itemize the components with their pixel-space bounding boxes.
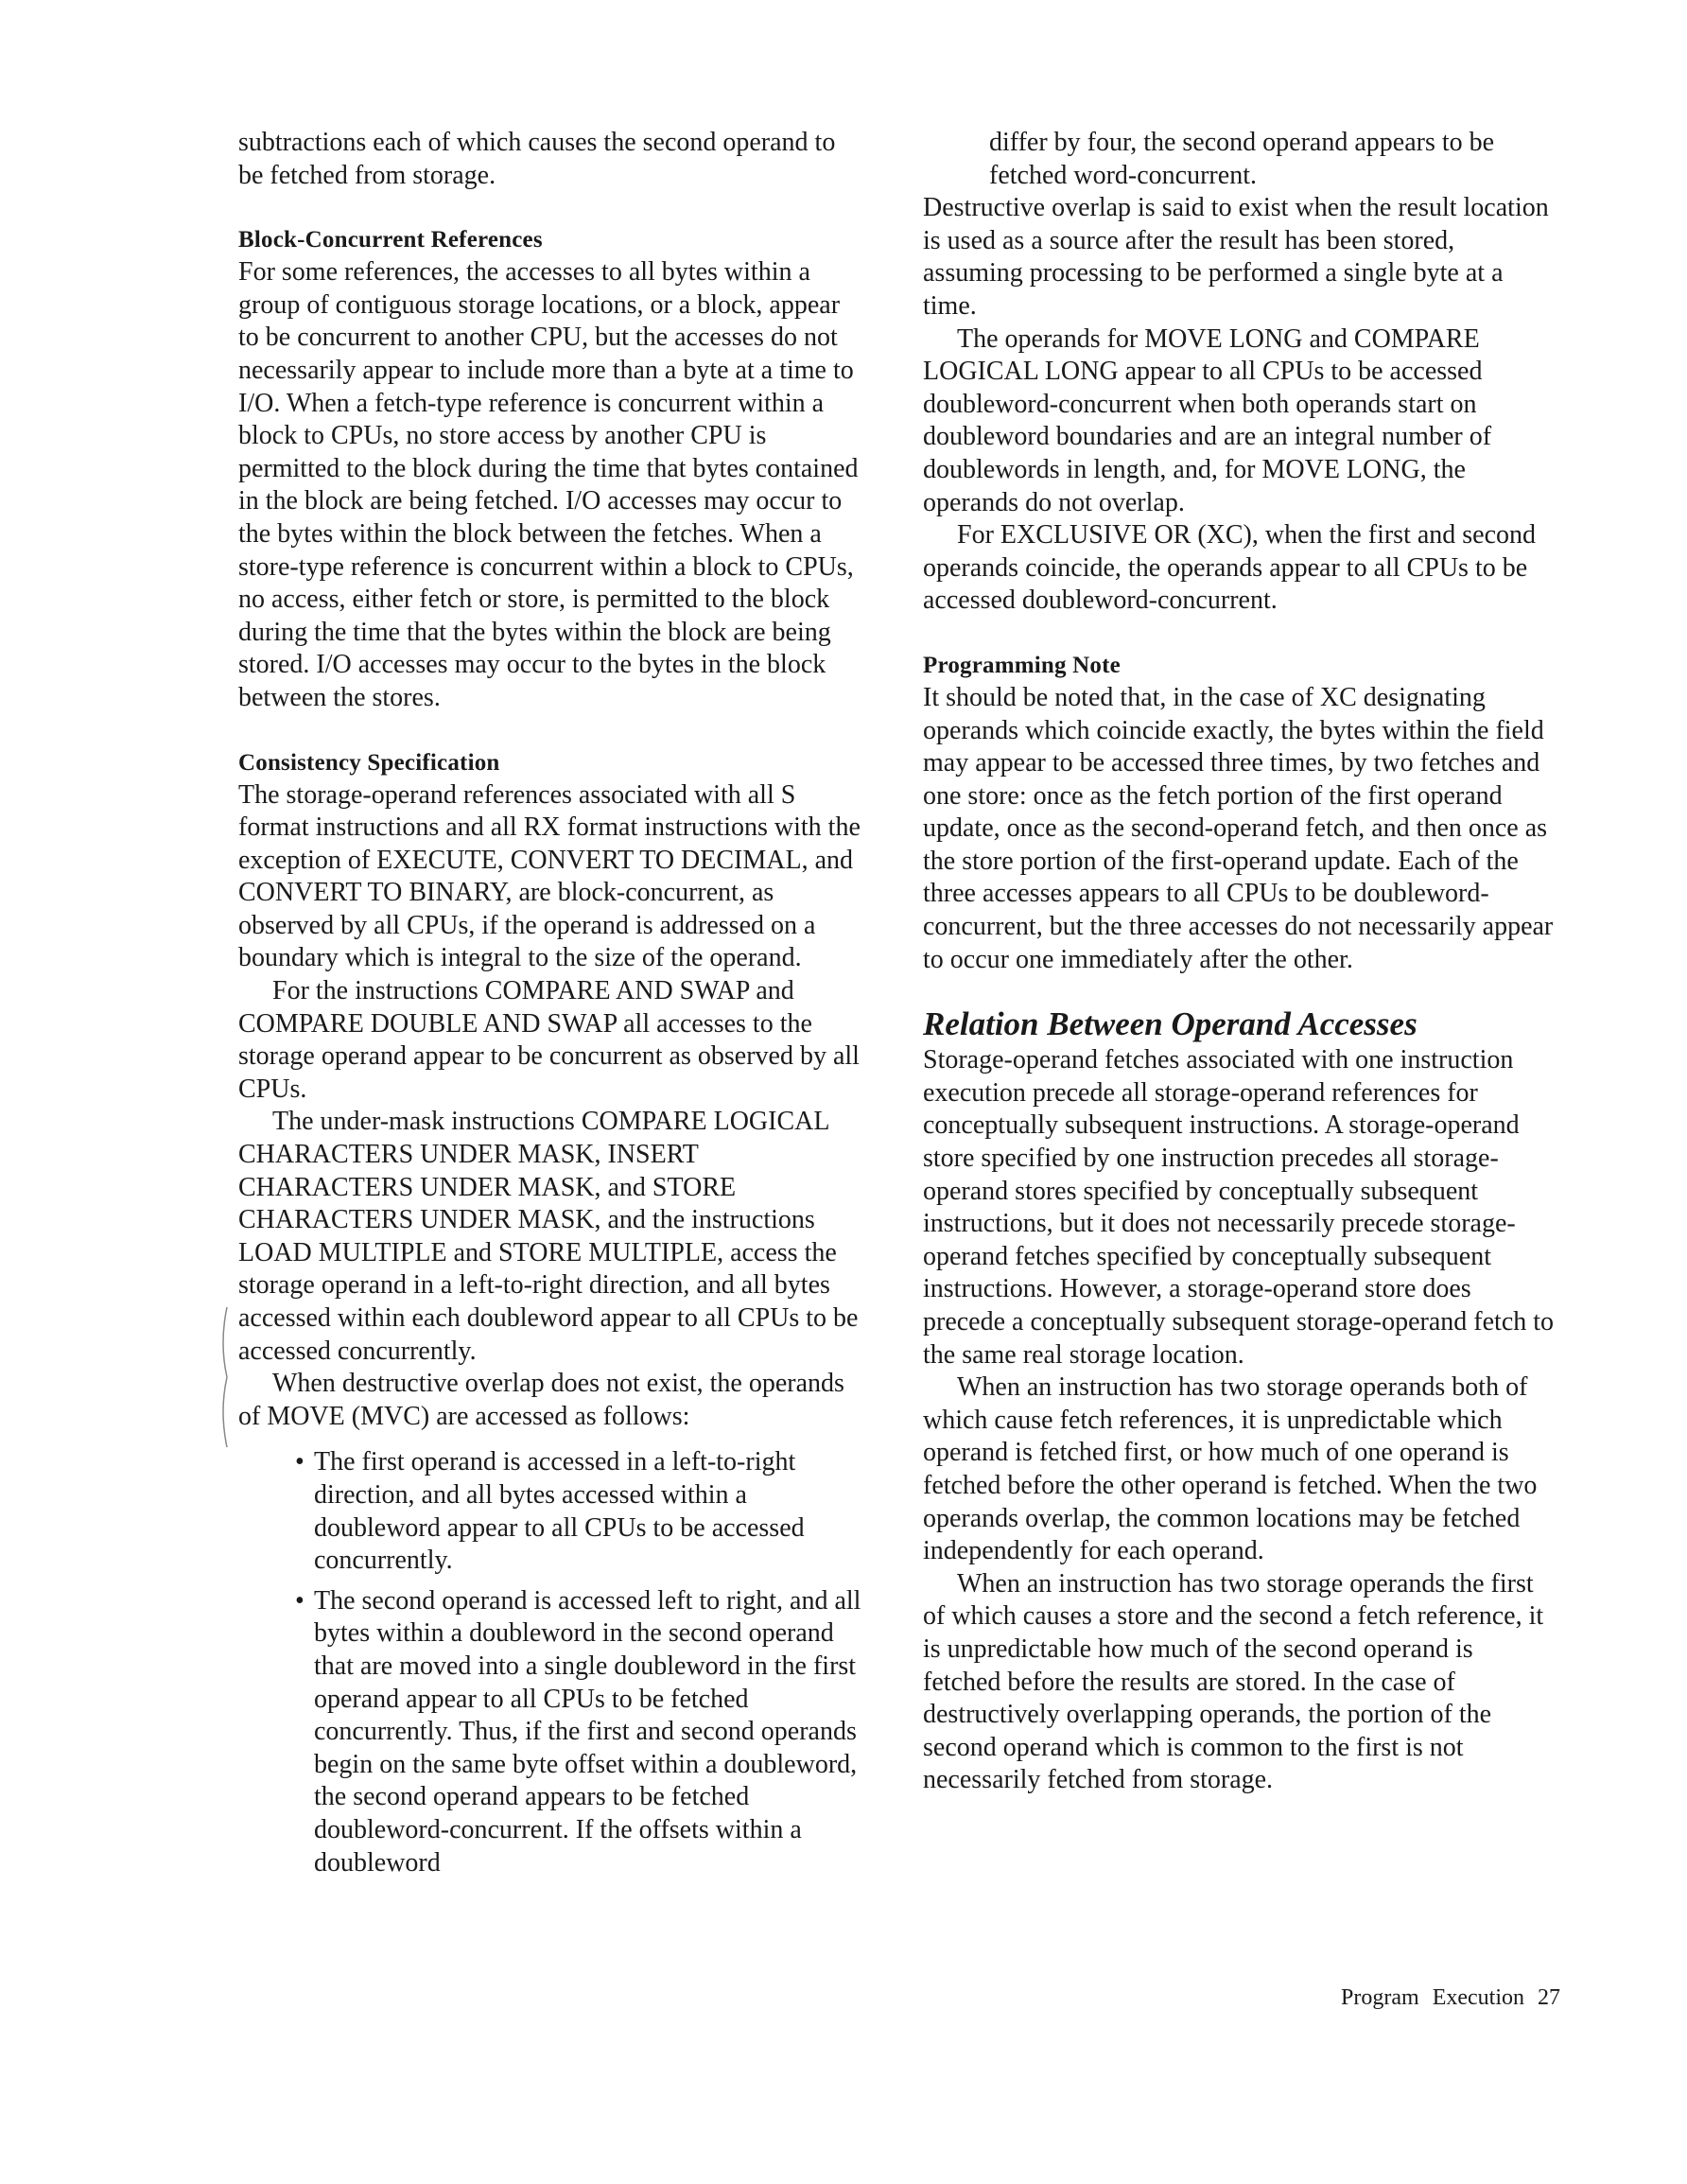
move-long-paragraph: The operands for MOVE LONG and COMPARE LOGICAL LONG appear to all CPUs to be accessed doubleword-concurrent when both operands start on doubleword boundaries and are an integral number of doublewords in length, and, for MOVE LONG, the operands do not overlap. <box>923 323 1492 517</box>
section-title: Relation Between Operand Accesses <box>923 1005 1417 1043</box>
revision-bracket-mark <box>216 1305 233 1449</box>
programming-note-heading: Programming Note <box>923 652 1121 678</box>
consistency-paragraph-2: For the instructions COMPARE AND SWAP and COMPARE DOUBLE AND SWAP all accesses to the storage operand appear to be concurrent as observed by all CPUs. <box>238 976 860 1104</box>
destructive-overlap-paragraph: Destructive overlap is said to exist when the result location is used as a source after the result has been stored, assuming processing to be performed a single byte at a time. <box>923 193 1549 321</box>
block-concurrent-paragraph: For some references, the accesses to all bytes within a group of contiguous storage locations, or a block, appear to be concurrent to another CPU, but the accesses do not necessarily appear to include more than a byte at a time to I/O. When a fetch-type reference is concurrent within a block to CPUs, no store access by another CPU is permitted to the block during the time that bytes contained in the block are being fetched. I/O accesses may occur to the bytes within the block between the fetches. When a store-type reference is concurrent within a block to CPUs, no access, either fetch or store, is permitted to the block during the time that the bytes within the block are being stored. I/O accesses may occur to the bytes in the block between the stores. <box>238 257 859 712</box>
right-column <box>923 127 1557 1797</box>
bullet-icon: • <box>295 1447 304 1477</box>
page-footer: Program Execution 27 <box>1341 1985 1560 2010</box>
left-column <box>238 127 862 1887</box>
exclusive-or-paragraph: For EXCLUSIVE OR (XC), when the first and second operands coincide, the operands appear to all CPUs to be accessed doubleword-concurrent. <box>923 520 1537 616</box>
block-concurrent-heading: Block-Concurrent References <box>238 227 543 253</box>
programming-note-paragraph: It should be noted that, in the case of XC designating operands which coincide exactly, the bytes within the field may appear to be accessed three times, by two fetches and one store: once as the fetch portion of the first operand update, once as the second-operand fetch, and then once as the store portion of the first-operand update. Each of the three accesses appears to all CPUs to be doubleword-concurrent, but the three accesses do not necessarily appear to occur one immediately after the other. <box>923 682 1554 974</box>
relation-paragraph-1: Storage-operand fetches associated with one instruction execution precede all storage-operand references for conceptually subsequent instructions. A storage-operand store specified by one instruction precedes all storage-operand stores specified by conceptually subsequent instructions, but it does not necessarily precede storage-operand fetches specified by conceptually subsequent instructions. However, a storage-operand store does precede a conceptually subsequent storage-operand fetch to the same real storage location. <box>923 1045 1555 1370</box>
paragraph-intro: subtractions each of which causes the second operand to be fetched from storage. <box>238 128 836 190</box>
relation-paragraph-3: When an instruction has two storage operands the first of which causes a store and the second a fetch reference, it is unpredictable how much of the second operand is fetched before the results are stored. In the case of destructively overlapping operands, the portion of the second operand which is common to the first is not necessarily fetched from storage. <box>923 1568 1544 1795</box>
list-item <box>295 1446 862 1577</box>
bullet-icon: • <box>295 1585 304 1616</box>
bullet-continuation: differ by four, the second operand appears to be fetched word-concurrent. <box>989 128 1495 190</box>
list-item-text: The second operand is accessed left to right, and all bytes within a doubleword in the second operand that are moved into a single doubleword in the first operand appear to all CPUs to be fetched concurrently. Thus, if the first and second operands begin on the same byte offset within a doubleword, the second operand appears to be fetched doubleword-concurrent. If the offsets within a doubleword <box>314 1585 861 1878</box>
consistency-paragraph-1: The storage-operand references associated with all S format instructions and all RX format instructions with the exception of EXECUTE, CONVERT TO DECIMAL, and CONVERT TO BINARY, are block-concurrent, as observed by all CPUs, if the operand is addressed on a boundary which is integral to the size of the operand. <box>238 779 861 973</box>
consistency-heading: Consistency Specification <box>238 749 500 776</box>
list-item <box>295 1585 862 1879</box>
relation-paragraph-2: When an instruction has two storage operands both of which cause fetch references, it is unpredictable which operand is fetched first, or how much of one operand is fetched before the other operand is fetched. When the two operands overlap, the common locations may be fetched independently for each operand. <box>923 1372 1538 1566</box>
consistency-paragraph-4: When destructive overlap does not exist, the operands of MOVE (MVC) are accessed as follows: <box>238 1369 844 1431</box>
list-item-text: The first operand is accessed in a left-to-right direction, and all bytes accessed within a doubleword appear to all CPUs to be accessed concurrently. <box>314 1447 805 1576</box>
consistency-paragraph-3: The under-mask instructions COMPARE LOGICAL CHARACTERS UNDER MASK, INSERT CHARACTERS UNDER MASK, and STORE CHARACTERS UNDER MASK, and the instructions LOAD MULTIPLE and STORE MULTIPLE, access the storage operand in a left-to-right direction, and all bytes accessed within each doubleword appear to all CPUs to be accessed concurrently. <box>238 1107 859 1366</box>
mvc-bullet-list <box>238 1446 862 1879</box>
